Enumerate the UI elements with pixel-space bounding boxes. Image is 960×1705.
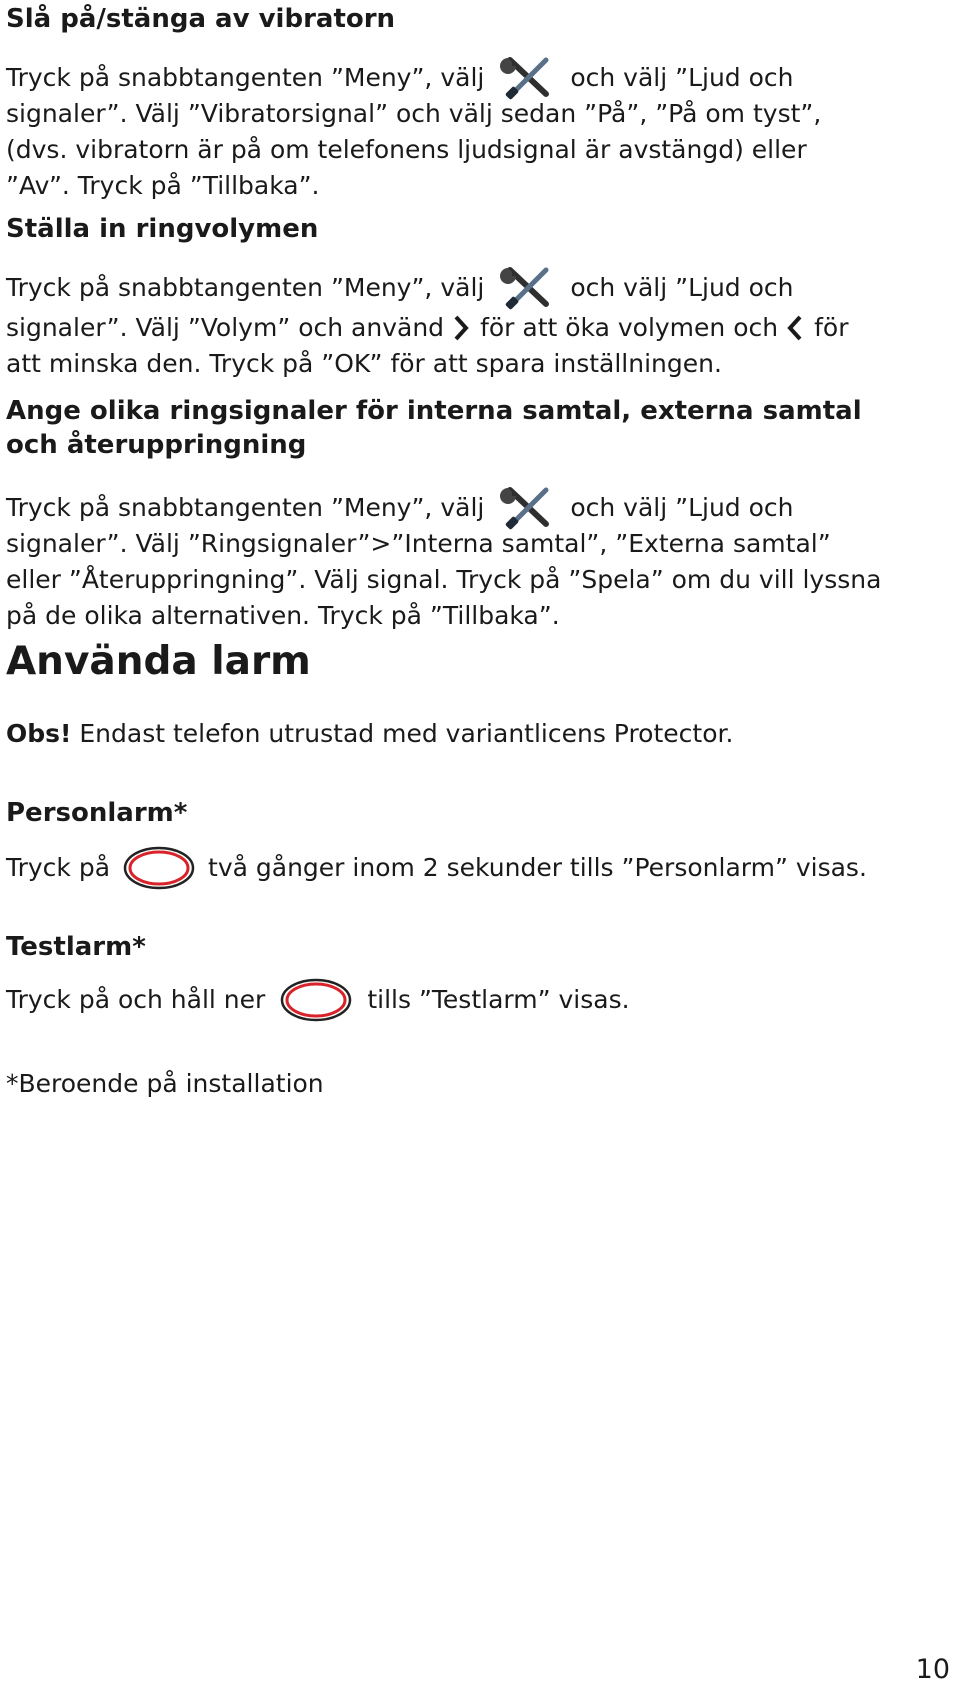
- text-line: Tryck på snabbtangenten ”Meny”, välj: [6, 493, 485, 522]
- heading-test-alarm: Testlarm*: [6, 932, 146, 962]
- alarm-note: [6, 716, 926, 752]
- text-line: för att öka volymen och: [480, 313, 779, 342]
- text-line: signaler”. Välj ”Ringsignaler”>”Interna samtal”, ”Externa samtal”: [6, 529, 831, 558]
- paragraph-ringsignals: [6, 490, 926, 634]
- note-text: Endast telefon utrustad med variantlicens Protector.: [71, 719, 734, 748]
- text-line: Tryck på snabbtangenten ”Meny”, välj: [6, 63, 485, 92]
- heading-vibrator: Slå på/stänga av vibratorn: [6, 4, 396, 34]
- tools-icon: [500, 486, 556, 530]
- tools-icon: [500, 266, 556, 310]
- note-label: Obs!: [6, 719, 72, 748]
- text-line: och välj ”Ljud och: [570, 493, 794, 522]
- alarm-button-icon: [122, 845, 196, 891]
- heading-personal-alarm: Personlarm*: [6, 798, 188, 828]
- alarm-button-icon: [279, 977, 353, 1023]
- chevron-right-icon: [452, 314, 470, 342]
- paragraph-vibrator: [6, 60, 926, 204]
- text-line: och välj ”Ljud och: [570, 63, 794, 92]
- text-line: ”Av”. Tryck på ”Tillbaka”.: [6, 171, 320, 200]
- text-line: att minska den. Tryck på ”OK” för att spara inställningen.: [6, 349, 722, 378]
- heading-ringsignals: [6, 394, 862, 462]
- paragraph-volume: [6, 270, 926, 382]
- chevron-left-icon: [786, 314, 804, 342]
- text-line: två gånger inom 2 sekunder tills ”Personlarm” visas.: [208, 853, 867, 882]
- text-line: signaler”. Välj ”Volym” och använd: [6, 313, 445, 342]
- text-line: (dvs. vibratorn är på om telefonens ljudsignal är avstängd) eller: [6, 135, 807, 164]
- text-line: på de olika alternativen. Tryck på ”Tillbaka”.: [6, 601, 560, 630]
- paragraph-personal-alarm: [6, 848, 926, 888]
- text-line: eller ”Återuppringning”. Välj signal. Tryck på ”Spela” om du vill lyssna: [6, 565, 882, 594]
- tools-icon: [500, 56, 556, 100]
- text-line: Tryck på: [6, 853, 111, 882]
- footnote: [6, 1066, 926, 1102]
- heading-volume: Ställa in ringvolymen: [6, 214, 319, 244]
- text-line: signaler”. Välj ”Vibratorsignal” och välj sedan ”På”, ”På om tyst”,: [6, 99, 822, 128]
- text-line: tills ”Testlarm” visas.: [367, 985, 630, 1014]
- text-line: Tryck på snabbtangenten ”Meny”, välj: [6, 273, 485, 302]
- text-line: och välj ”Ljud och: [570, 273, 794, 302]
- text-line: för: [814, 313, 849, 342]
- heading-alarm: Använda larm: [6, 639, 311, 684]
- heading-line: Ange olika ringsignaler för interna samtal, externa samtal: [6, 396, 862, 426]
- text-line: Tryck på och håll ner: [6, 985, 266, 1014]
- footnote-text: *Beroende på installation: [6, 1069, 324, 1098]
- heading-line: och återuppringning: [6, 430, 307, 460]
- paragraph-test-alarm: [6, 980, 926, 1020]
- page-number: 10: [915, 1654, 950, 1685]
